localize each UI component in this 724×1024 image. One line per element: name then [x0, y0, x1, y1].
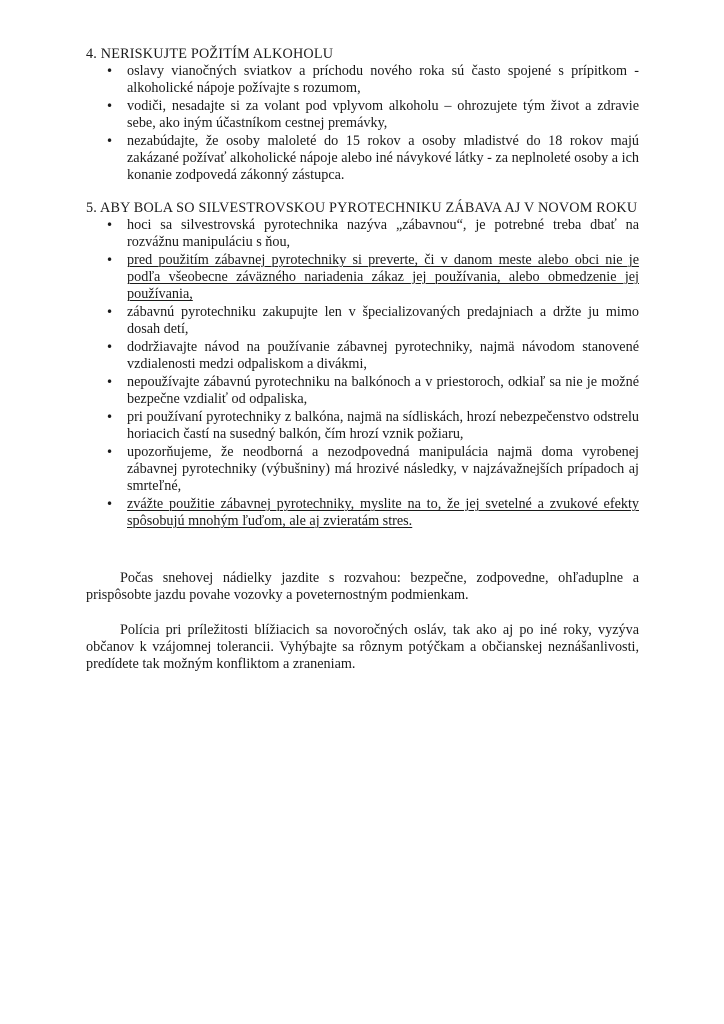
document-page [86, 46, 639, 673]
list-item-text: zvážte použitie zábavnej pyrotechniky, myslite na to, že jej svetelné a zvukové efekty spôsobujú mnohým ľuďom, ale aj zvieratám stres. [127, 496, 639, 529]
paragraph-driving: Počas snehovej nádielky jazdite s rozvahou: bezpečne, zodpovedne, ohľaduplne a prispôsobte jazdu povahe vozovky a poveternostným podmienkam. [86, 570, 639, 603]
list-item [86, 304, 639, 338]
list-item-text: pred použitím zábavnej pyrotechniky si preverte, či v danom meste alebo obci nie je podľa všeobecne záväzného nariadenia zákaz jej používania, alebo obmedzenie jej používania, [127, 252, 639, 302]
section-alcohol [86, 46, 639, 184]
section-4-heading: 4. NERISKUJTE POŽITÍM ALKOHOLU [86, 46, 334, 62]
list-item-text: hoci sa silvestrovská pyrotechnika nazýva „zábavnou“, je potrebné treba dbať na rozvážnu manipuláciu s ňou, [127, 217, 639, 250]
list-item-text: zábavnú pyrotechniku zakupujte len v špecializovaných predajniach a držte ju mimo dosah detí, [127, 304, 639, 337]
list-item [86, 133, 639, 184]
section-4-list [86, 63, 639, 184]
list-item [86, 444, 639, 495]
paragraph-police: Polícia pri príležitosti blížiacich sa novoročných osláv, tak ako aj po iné roky, vyzýva občanov k vzájomnej tolerancii. Vyhýbajte sa rôznym potýčkam a občianskej neznášanlivosti, predídete tak možným konfliktom a zraneniam. [86, 622, 639, 672]
section-pyrotechnics [86, 200, 639, 530]
list-item [86, 98, 639, 132]
section-5-list [86, 217, 639, 530]
list-item-text: vodiči, nesadajte si za volant pod vplyvom alkoholu – ohrozujete tým život a zdravie sebe, ako iným účastníkom cestnej premávky, [127, 98, 639, 131]
list-item-text: oslavy vianočných sviatkov a príchodu nového roka sú často spojené s prípitkom - alkoholické nápoje požívajte s rozumom, [127, 63, 639, 96]
list-item [86, 252, 639, 303]
list-item-text: dodržiavajte návod na používanie zábavnej pyrotechniky, najmä návodom stanovené vzdialenosti medzi odpaliskom a divákmi, [127, 339, 639, 372]
list-item-text: pri používaní pyrotechniky z balkóna, najmä na sídliskách, hrozí nebezpečenstvo odstrelu horiacich častí na susedný balkón, čím hrozí vznik požiaru, [127, 409, 639, 442]
list-item-text: upozorňujeme, že neodborná a nezodpovedná manipulácia najmä doma vyrobenej zábavnej pyrotechniky (výbušniny) má hrozivé následky, v najzávažnejších prípadoch aj smrteľné, [127, 444, 639, 494]
list-item [86, 374, 639, 408]
list-item [86, 409, 639, 443]
list-item-text: nezabúdajte, že osoby maloleté do 15 rokov a osoby mladistvé do 18 rokov majú zakázané požívať alkoholické nápoje alebo iné návykové látky - za neplnoleté osoby a ich konanie zodpovedá zákonný zástupca. [127, 133, 639, 183]
list-item [86, 63, 639, 97]
list-item [86, 217, 639, 251]
list-item [86, 496, 639, 530]
list-item [86, 339, 639, 373]
section-5-heading: 5. ABY BOLA SO SILVESTROVSKOU PYROTECHNIKU ZÁBAVA AJ V NOVOM ROKU [86, 200, 638, 216]
list-item-text: nepoužívajte zábavnú pyrotechniku na balkónoch a v priestoroch, odkiaľ sa nie je možné bezpečne vzdialiť od odpaliska, [127, 374, 639, 407]
